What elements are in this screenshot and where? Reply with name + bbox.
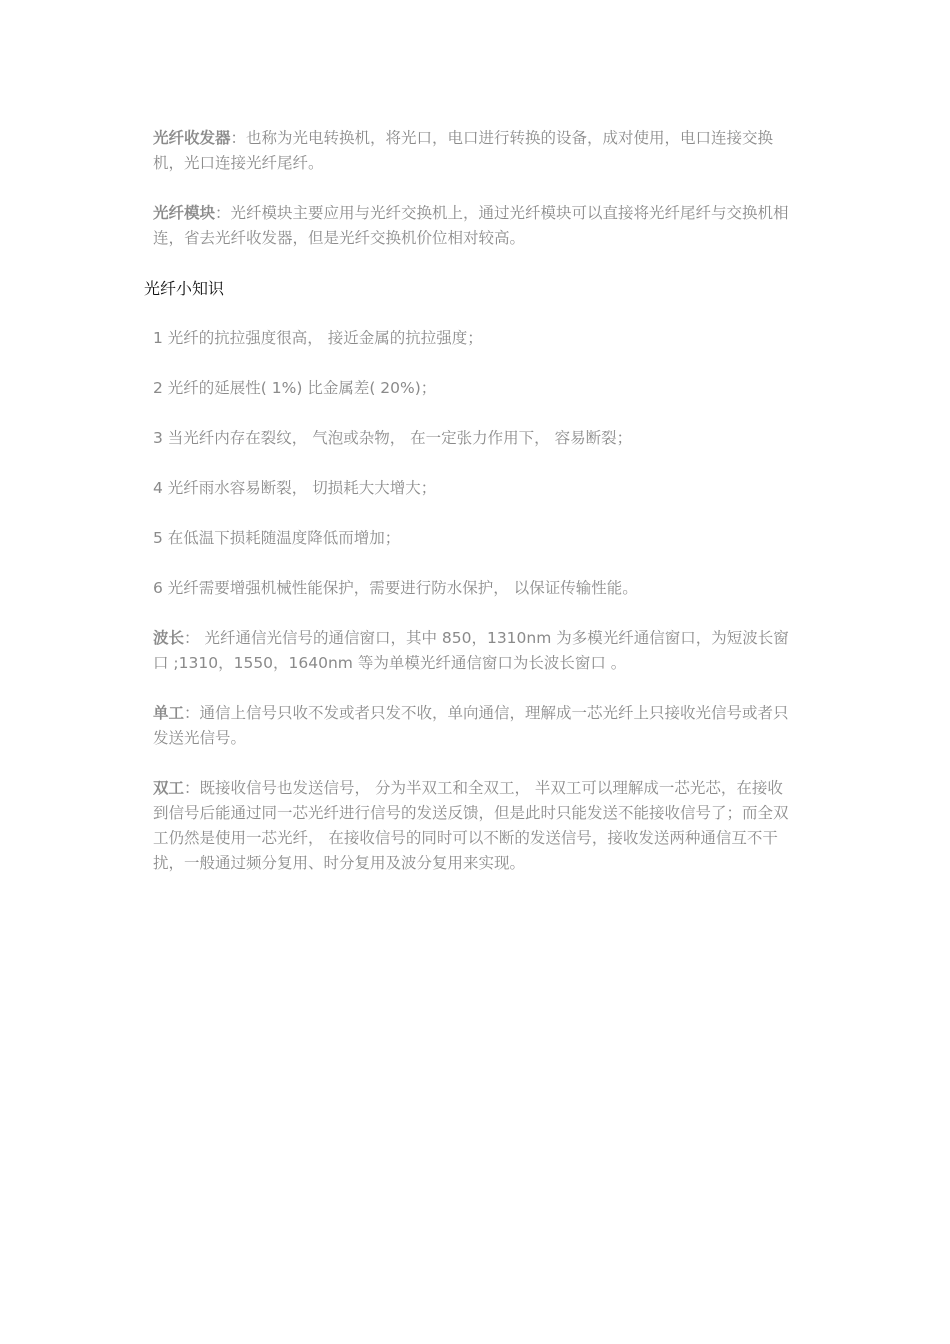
knowledge-item-2: 2 光纤的延展性( 1%) 比金属差( 20%)；: [153, 379, 437, 397]
knowledge-item-1: 1 光纤的抗拉强度很高， 接近金属的抗拉强度；: [153, 329, 483, 347]
document-body: [144, 126, 798, 901]
knowledge-item-4: 4 光纤雨水容易断裂， 切损耗大大增大；: [153, 479, 437, 497]
knowledge-item-5: 5 在低温下损耗随温度降低而增加；: [153, 529, 401, 547]
term-wavelength: 波长: [153, 629, 185, 647]
term-module: 光纤模块: [153, 204, 216, 222]
term-transceiver: 光纤收发器: [153, 129, 231, 147]
term-duplex: 双工: [153, 779, 185, 797]
knowledge-item-6: 6 光纤需要增强机械性能保护，需要进行防水保护， 以保证传输性能。: [153, 579, 638, 597]
knowledge-item-3: 3 当光纤内存在裂纹， 气泡或杂物， 在一定张力作用下， 容易断裂；: [153, 429, 633, 447]
paragraph-transceiver: [153, 126, 798, 176]
paragraph-duplex: [153, 776, 798, 876]
section-heading-knowledge: 光纤小知识: [144, 279, 225, 298]
definition-duplex: ：既接收信号也发送信号， 分为半双工和全双工， 半双工可以理解成一芯光芯，在接收到信号后能通过同一芯光纤进行信号的发送反馈，但是此时只能发送不能接收信号了；而全双工仍然是使用一芯光纤， 在接收信号的同时可以不断的发送信号，接收发送两种通信互不干扰，一般通过频分复用、时分复用及波分复用来实现。: [153, 779, 789, 872]
paragraph-simplex: [153, 701, 798, 751]
definition-simplex: ：通信上信号只收不发或者只发不收，单向通信，理解成一芯光纤上只接收光信号或者只发送光信号。: [153, 704, 789, 747]
definition-transceiver: ：也称为光电转换机，将光口，电口进行转换的设备，成对使用，电口连接交换机，光口连接光纤尾纤。: [153, 129, 774, 172]
paragraph-module: [153, 201, 798, 251]
definition-module: ：光纤模块主要应用与光纤交换机上，通过光纤模块可以直接将光纤尾纤与交换机相连，省去光纤收发器，但是光纤交换机价位相对较高。: [153, 204, 789, 247]
definition-wavelength: ： 光纤通信光信号的通信窗口，其中 850，1310nm 为多模光纤通信窗口，为短波长窗口 ;1310，1550，1640nm 等为单模光纤通信窗口为长波长窗口 。: [153, 629, 789, 672]
paragraph-wavelength: [153, 626, 798, 676]
term-simplex: 单工: [153, 704, 185, 722]
